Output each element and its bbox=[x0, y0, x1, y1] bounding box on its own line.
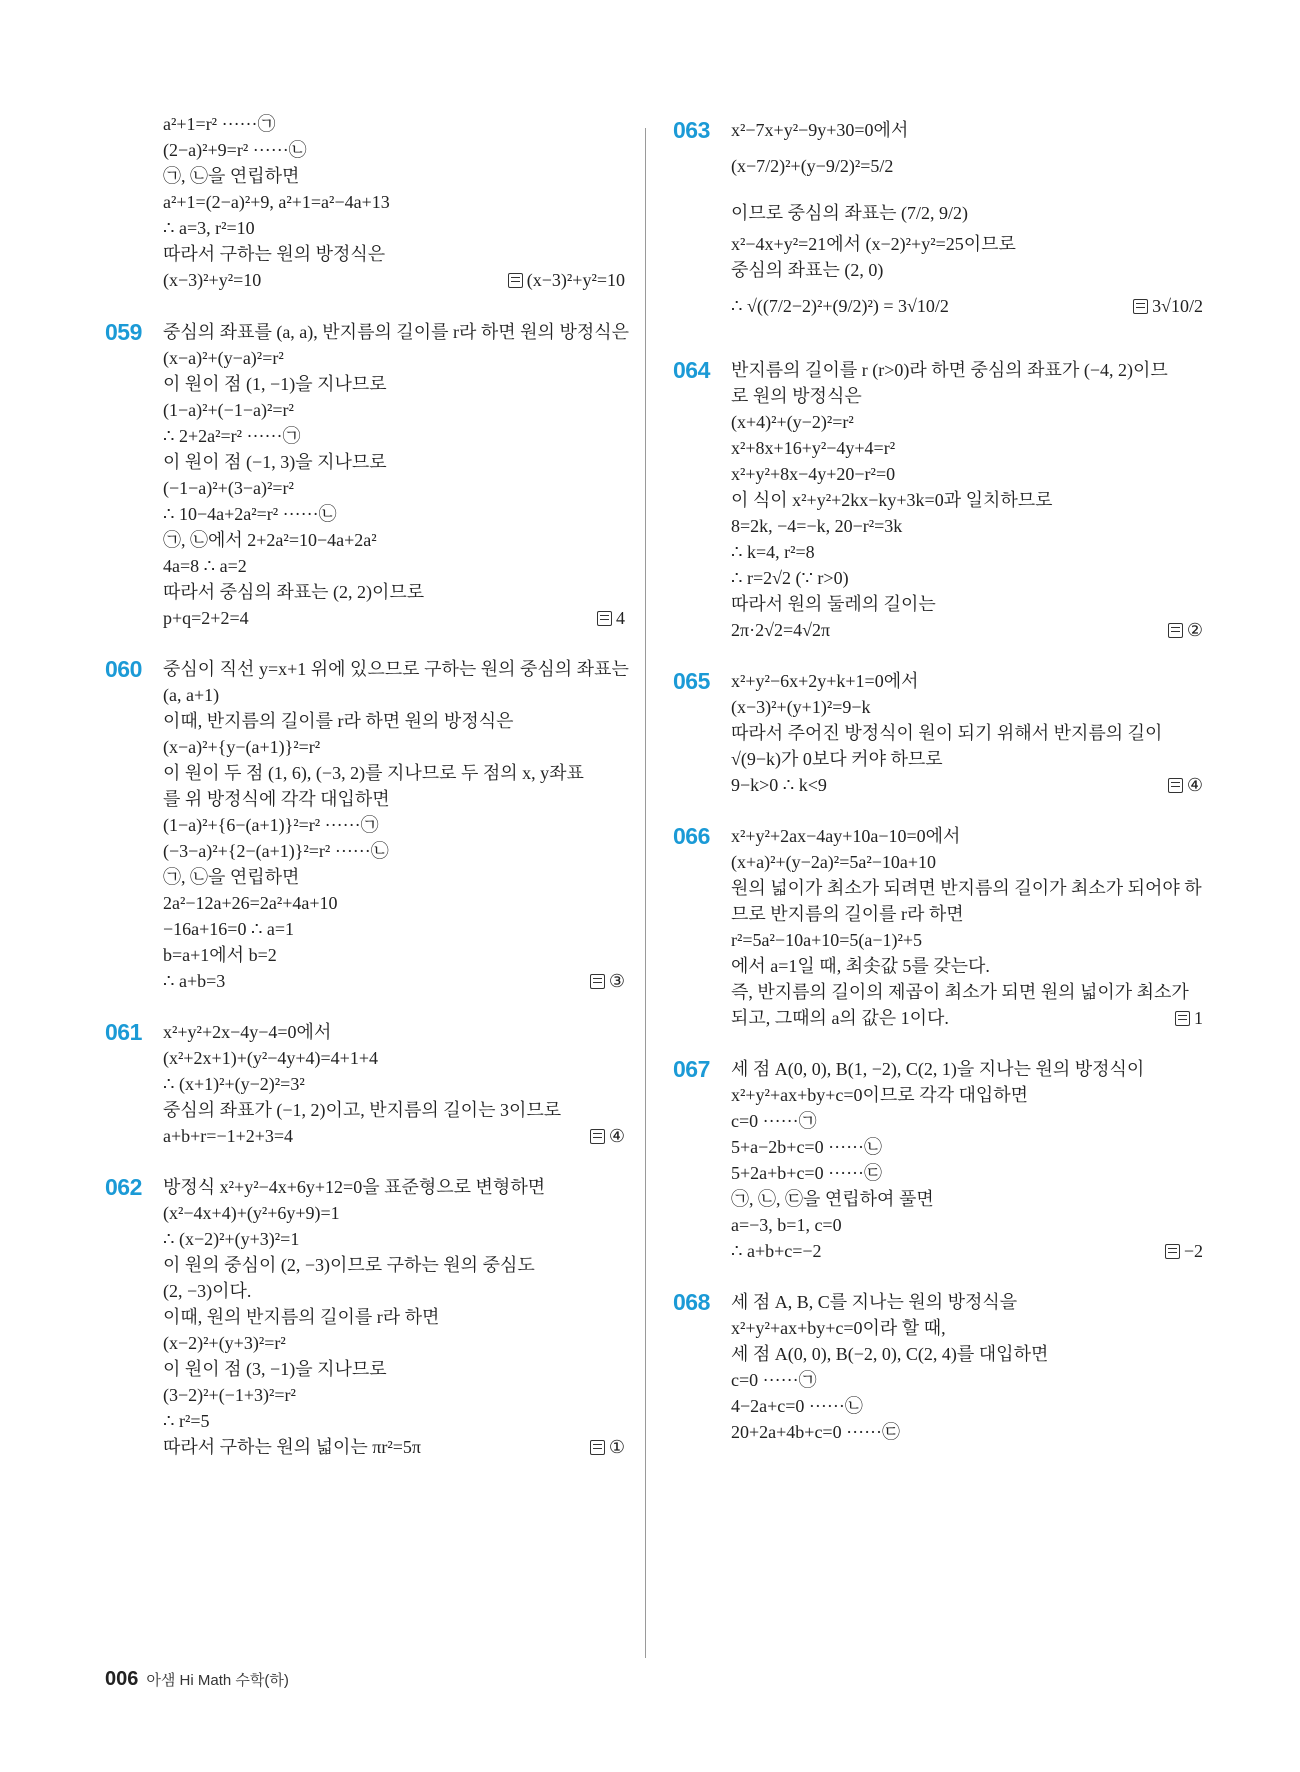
solution-line: ∴ 10−4a+2a²=r² ······㉡ bbox=[163, 504, 337, 524]
solution-line: 따라서 구하는 원의 넓이는 πr²=5π bbox=[163, 1437, 421, 1457]
solution-line: (1−a)²+(−1−a)²=r² bbox=[163, 400, 294, 420]
solution-line: 원의 넓이가 최소가 되려면 반지름의 길이가 최소가 되어야 하 bbox=[731, 878, 1202, 898]
solution-line: ∴ 2+2a²=r² ······㉠ bbox=[163, 426, 301, 446]
solution-line: (1−a)²+{6−(a+1)}²=r² ······㉠ bbox=[163, 815, 379, 835]
solution-line: (x−a)²+{y−(a+1)}²=r² bbox=[163, 737, 321, 757]
solution-line: 세 점 A, B, C를 지나는 원의 방정식을 bbox=[731, 1292, 1018, 1312]
answer-mark bbox=[590, 1122, 625, 1151]
problem-number: 059 bbox=[105, 319, 142, 345]
answer-mark bbox=[1133, 292, 1203, 321]
answer-icon bbox=[1168, 623, 1183, 638]
solution-line: ∴ k=4, r²=8 bbox=[731, 542, 815, 562]
solution-line: 2π·2√2=4√2π bbox=[731, 620, 831, 640]
answer-icon bbox=[508, 273, 523, 288]
solution-line: x²−7x+y²−9y+30=0에서 bbox=[731, 120, 909, 140]
answer-mark bbox=[1165, 1237, 1203, 1266]
right-column bbox=[673, 0, 1203, 1772]
answer-value: 4 bbox=[616, 608, 625, 628]
solution-line: (−3−a)²+{2−(a+1)}²=r² ······㉡ bbox=[163, 841, 389, 861]
answer-mark bbox=[1168, 616, 1203, 645]
solution-line: ∴ a+b=3 bbox=[163, 971, 226, 991]
answer-mark bbox=[590, 1433, 625, 1462]
solution-line: 므로 반지름의 길이를 r라 하면 bbox=[731, 904, 964, 924]
left-column bbox=[105, 0, 629, 1772]
answer-value: ④ bbox=[1186, 775, 1203, 795]
solution-line: x²+y²+2x−4y−4=0에서 bbox=[163, 1022, 332, 1042]
answer-value: −2 bbox=[1183, 1241, 1203, 1261]
solution-line: (x+a)²+(y−2a)²=5a²−10a+10 bbox=[731, 852, 937, 872]
solution-line: 20+2a+4b+c=0 ······㉢ bbox=[731, 1422, 901, 1442]
solution-line: 세 점 A(0, 0), B(−2, 0), C(2, 4)를 대입하면 bbox=[731, 1344, 1049, 1364]
answer-value: ③ bbox=[608, 971, 625, 991]
solution-line: (a, a+1) bbox=[163, 685, 220, 705]
solution-line: x²+y²+2ax−4ay+10a−10=0에서 bbox=[731, 826, 961, 846]
answer-icon bbox=[590, 974, 605, 989]
problem-number: 062 bbox=[105, 1174, 142, 1200]
solution-line: (x−3)²+(y+1)²=9−k bbox=[731, 697, 871, 717]
solution-line: 이 원이 점 (3, −1)을 지나므로 bbox=[163, 1359, 387, 1379]
answer-value: ④ bbox=[608, 1126, 625, 1146]
solution-line: (3−2)²+(−1+3)²=r² bbox=[163, 1385, 296, 1405]
solution-line: −16a+16=0 ∴ a=1 bbox=[163, 919, 295, 939]
solution-line: 로 원의 방정식은 bbox=[731, 386, 862, 406]
answer-icon bbox=[1165, 1244, 1180, 1259]
solution-line: 중심의 좌표는 (2, 0) bbox=[731, 260, 884, 280]
problem-number: 068 bbox=[673, 1289, 710, 1315]
solution-line: √(9−k)가 0보다 커야 하므로 bbox=[731, 749, 943, 769]
solution-line: a²+1=(2−a)²+9, a²+1=a²−4a+13 bbox=[163, 192, 390, 212]
solution-line: b=a+1에서 b=2 bbox=[163, 945, 277, 965]
solution-line: 5+2a+b+c=0 ······㉢ bbox=[731, 1163, 883, 1183]
problem-number: 061 bbox=[105, 1019, 142, 1045]
solution-line: x²+y²−6x+2y+k+1=0에서 bbox=[731, 671, 919, 691]
problem-number: 066 bbox=[673, 823, 710, 849]
solution-line: ∴ (x+1)²+(y−2)²=3² bbox=[163, 1074, 305, 1094]
solution-line: 2a²−12a+26=2a²+4a+10 bbox=[163, 893, 338, 913]
solution-line: c=0 ······㉠ bbox=[731, 1370, 817, 1390]
answer-mark bbox=[597, 604, 625, 633]
solution-line: (x²+2x+1)+(y²−4y+4)=4+1+4 bbox=[163, 1048, 378, 1068]
answer-value: (x−3)²+y²=10 bbox=[526, 270, 625, 290]
solution-line: x²+y²+8x−4y+20−r²=0 bbox=[731, 464, 896, 484]
solution-line: 방정식 x²+y²−4x+6y+12=0을 표준형으로 변형하면 bbox=[163, 1177, 546, 1197]
solution-line: 따라서 주어진 방정식이 원이 되기 위해서 반지름의 길이 bbox=[731, 723, 1163, 743]
solution-line: 반지름의 길이를 r (r>0)라 하면 중심의 좌표가 (−4, 2)이므 bbox=[731, 360, 1168, 380]
solution-line: 4−2a+c=0 ······㉡ bbox=[731, 1396, 863, 1416]
solution-line: (x+4)²+(y−2)²=r² bbox=[731, 412, 854, 432]
solution-line: (2−a)²+9=r² ······㉡ bbox=[163, 140, 307, 160]
solution-line: x²+y²+ax+by+c=0이라 할 때, bbox=[731, 1318, 946, 1338]
solution-line: ㉠, ㉡을 연립하면 bbox=[163, 166, 300, 186]
solution-line: 9−k>0 ∴ k<9 bbox=[731, 775, 827, 795]
answer-icon bbox=[1168, 778, 1183, 793]
solution-line: 이 원이 점 (1, −1)을 지나므로 bbox=[163, 374, 387, 394]
solution-line: 8=2k, −4=−k, 20−r²=3k bbox=[731, 516, 903, 536]
answer-icon bbox=[590, 1440, 605, 1455]
solution-line: 이므로 중심의 좌표는 (7/2, 9/2) bbox=[731, 203, 968, 223]
solution-line: 이 원이 두 점 (1, 6), (−3, 2)를 지나므로 두 점의 x, y좌표 bbox=[163, 763, 584, 783]
solution-line: 4a=8 ∴ a=2 bbox=[163, 556, 247, 576]
answer-mark bbox=[508, 266, 625, 295]
solution-line: 5+a−2b+c=0 ······㉡ bbox=[731, 1137, 883, 1157]
problem-number: 060 bbox=[105, 656, 142, 682]
solution-line: 이 원이 점 (−1, 3)을 지나므로 bbox=[163, 452, 387, 472]
book-title: 아샘 Hi Math 수학(하) bbox=[146, 1672, 289, 1689]
solution-line: 중심의 좌표를 (a, a), 반지름의 길이를 r라 하면 원의 방정식은 bbox=[163, 322, 629, 342]
answer-mark bbox=[1168, 771, 1203, 800]
solution-line: c=0 ······㉠ bbox=[731, 1111, 817, 1131]
answer-icon bbox=[1133, 299, 1148, 314]
solution-line: 중심의 좌표가 (−1, 2)이고, 반지름의 길이는 3이므로 bbox=[163, 1100, 562, 1120]
page-footer bbox=[105, 1668, 289, 1696]
solution-line: 되고, 그때의 a의 값은 1이다. bbox=[731, 1008, 949, 1028]
solution-line: a+b+r=−1+2+3=4 bbox=[163, 1126, 294, 1146]
problem-number: 065 bbox=[673, 668, 710, 694]
solution-line: 를 위 방정식에 각각 대입하면 bbox=[163, 789, 390, 809]
answer-mark bbox=[1175, 1004, 1203, 1033]
solution-line: 중심이 직선 y=x+1 위에 있으므로 구하는 원의 중심의 좌표는 bbox=[163, 659, 629, 679]
solution-line: (2, −3)이다. bbox=[163, 1281, 252, 1301]
solution-line: 에서 a=1일 때, 최솟값 5를 갖는다. bbox=[731, 956, 990, 976]
solution-line: ㉠, ㉡에서 2+2a²=10−4a+2a² bbox=[163, 530, 377, 550]
solution-line: a=−3, b=1, c=0 bbox=[731, 1215, 842, 1235]
solution-line: ㉠, ㉡을 연립하면 bbox=[163, 867, 300, 887]
answer-icon bbox=[1175, 1011, 1190, 1026]
solution-line: ∴ r=2√2 (∵ r>0) bbox=[731, 568, 849, 588]
solution-line: 이 식이 x²+y²+2kx−ky+3k=0과 일치하므로 bbox=[731, 490, 1053, 510]
solution-line: (−1−a)²+(3−a)²=r² bbox=[163, 478, 294, 498]
solution-line: 세 점 A(0, 0), B(1, −2), C(2, 1)을 지나는 원의 방정식이 bbox=[731, 1059, 1145, 1079]
answer-value: ② bbox=[1186, 620, 1203, 640]
answer-mark bbox=[590, 967, 625, 996]
solution-line: (x−7/2)²+(y−9/2)²=5/2 bbox=[731, 156, 894, 176]
solution-line: 즉, 반지름의 길이의 제곱이 최소가 되면 원의 넓이가 최소가 bbox=[731, 982, 1189, 1002]
solution-line: 따라서 구하는 원의 방정식은 bbox=[163, 244, 386, 264]
solution-line: ∴ a+b+c=−2 bbox=[731, 1241, 822, 1261]
solution-line: ∴ √((7/2−2)²+(9/2)²) = 3√10/2 bbox=[731, 296, 949, 316]
solution-line: x²+8x+16+y²−4y+4=r² bbox=[731, 438, 896, 458]
solution-line: p+q=2+2=4 bbox=[163, 608, 249, 628]
answer-icon bbox=[597, 611, 612, 626]
solution-line: (x−2)²+(y+3)²=r² bbox=[163, 1333, 286, 1353]
solution-line: 따라서 원의 둘레의 길이는 bbox=[731, 594, 936, 614]
solution-line: (x²−4x+4)+(y²+6y+9)=1 bbox=[163, 1203, 340, 1223]
solution-line: 이때, 원의 반지름의 길이를 r라 하면 bbox=[163, 1307, 440, 1327]
solution-line: ㉠, ㉡, ㉢을 연립하여 풀면 bbox=[731, 1189, 934, 1209]
solution-line: 따라서 중심의 좌표는 (2, 2)이므로 bbox=[163, 582, 425, 602]
answer-value: 3√10/2 bbox=[1152, 296, 1203, 316]
problem-number: 064 bbox=[673, 357, 710, 383]
solution-line: r²=5a²−10a+10=5(a−1)²+5 bbox=[731, 930, 923, 950]
solution-line: 이때, 반지름의 길이를 r라 하면 원의 방정식은 bbox=[163, 711, 514, 731]
solution-line: x²+y²+ax+by+c=0이므로 각각 대입하면 bbox=[731, 1085, 1029, 1105]
solution-line: ∴ (x−2)²+(y+3)²=1 bbox=[163, 1229, 300, 1249]
answer-value: 1 bbox=[1194, 1008, 1203, 1028]
solution-line: 이 원의 중심이 (2, −3)이므로 구하는 원의 중심도 bbox=[163, 1255, 535, 1275]
answer-value: ① bbox=[608, 1437, 625, 1457]
solution-line: (x−3)²+y²=10 bbox=[163, 270, 262, 290]
answer-icon bbox=[590, 1129, 605, 1144]
solution-line: ∴ a=3, r²=10 bbox=[163, 218, 255, 238]
solution-line: ∴ r²=5 bbox=[163, 1411, 210, 1431]
solution-line: (x−a)²+(y−a)²=r² bbox=[163, 348, 284, 368]
problem-number: 067 bbox=[673, 1056, 710, 1082]
problem-number: 063 bbox=[673, 117, 710, 143]
page-number: 006 bbox=[105, 1668, 139, 1690]
solution-line: x²−4x+y²=21에서 (x−2)²+y²=25이므로 bbox=[731, 234, 1016, 254]
column-divider bbox=[645, 128, 646, 1658]
solution-line: a²+1=r² ······㉠ bbox=[163, 114, 276, 134]
